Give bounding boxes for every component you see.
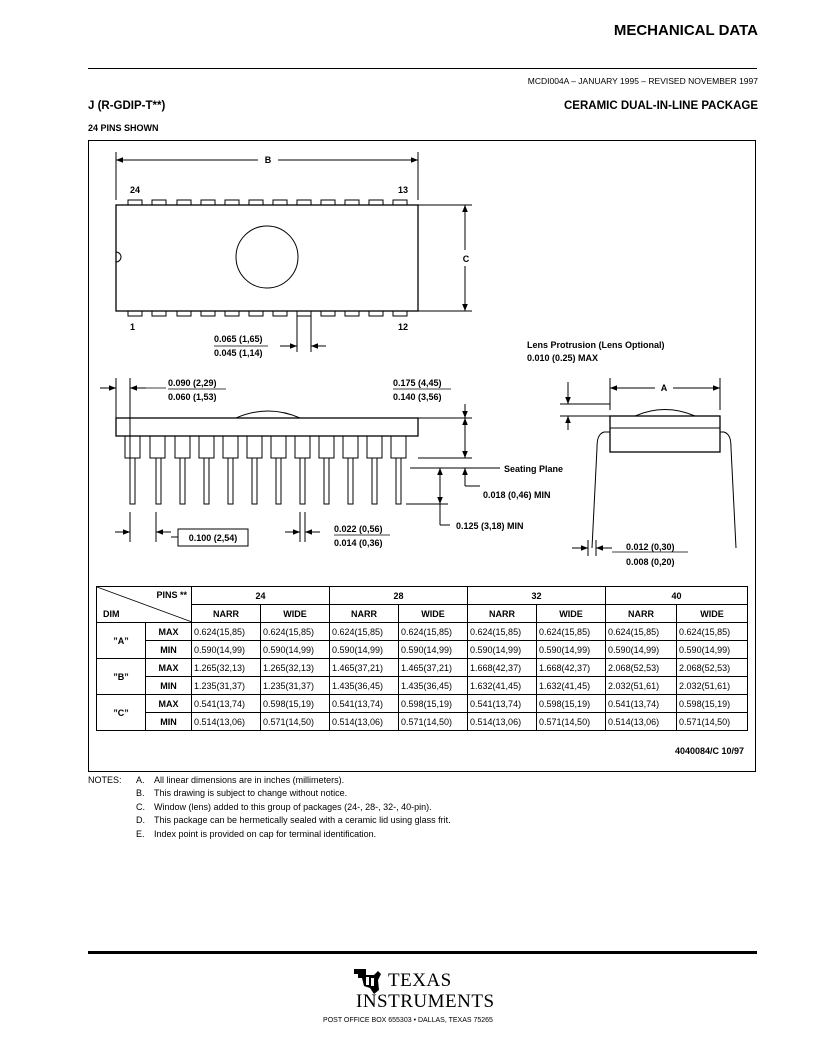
note-letter: B. bbox=[136, 788, 145, 799]
value-cell: 0.598(15,19) bbox=[261, 695, 330, 713]
pin-13-label: 13 bbox=[398, 185, 409, 195]
pitch-label: 0.100 (2,54) bbox=[188, 533, 238, 543]
height-min: 0.140 (3,56) bbox=[393, 392, 442, 402]
notes-heading: NOTES: bbox=[88, 775, 122, 785]
pin-1-label: 1 bbox=[130, 322, 136, 332]
end-width-min: 0.060 (1,53) bbox=[168, 392, 217, 402]
dim-name-cell: ”A” bbox=[97, 623, 146, 659]
limit-cell: MIN bbox=[146, 713, 192, 731]
lead-width-max: 0.022 (0,56) bbox=[334, 524, 383, 534]
package-code: J (R-GDIP-T**) bbox=[88, 100, 166, 112]
note-letter: E. bbox=[136, 828, 145, 839]
page-title: MECHANICAL DATA bbox=[613, 22, 758, 39]
table-corner bbox=[97, 587, 192, 623]
limit-cell: MIN bbox=[146, 641, 192, 659]
value-cell: 0.624(15,85) bbox=[537, 623, 606, 641]
value-cell: 1.668(42,37) bbox=[537, 659, 606, 677]
note-item bbox=[88, 787, 451, 800]
lead-length-label: 0.125 (3,18) MIN bbox=[456, 521, 524, 531]
table-row bbox=[97, 695, 748, 713]
lead-width-min: 0.014 (0,36) bbox=[334, 538, 383, 548]
side-view bbox=[100, 378, 500, 546]
value-cell: 0.590(14,99) bbox=[677, 641, 748, 659]
narrow-header: NARR bbox=[468, 605, 537, 623]
value-cell: 0.624(15,85) bbox=[468, 623, 537, 641]
dim-name-cell: ”C” bbox=[97, 695, 146, 731]
limit-cell: MIN bbox=[146, 677, 192, 695]
end-width-max: 0.090 (2,29) bbox=[168, 378, 217, 388]
value-cell: 0.624(15,85) bbox=[677, 623, 748, 641]
value-cell: 0.590(14,99) bbox=[261, 641, 330, 659]
note-text: All linear dimensions are in inches (millimeters). bbox=[154, 775, 345, 785]
dim-c-label: C bbox=[462, 254, 470, 264]
value-cell: 0.541(13,74) bbox=[192, 695, 261, 713]
value-cell: 0.590(14,99) bbox=[468, 641, 537, 659]
lead-thickness-min: 0.008 (0,20) bbox=[626, 557, 675, 567]
dimensions-table bbox=[96, 586, 748, 731]
wide-header: WIDE bbox=[261, 605, 330, 623]
value-cell: 0.514(13,06) bbox=[330, 713, 399, 731]
lens-value: 0.010 (0.25) MAX bbox=[527, 353, 599, 363]
value-cell: 0.598(15,19) bbox=[677, 695, 748, 713]
value-cell: 0.571(14,50) bbox=[677, 713, 748, 731]
dim-name-cell: ”B” bbox=[97, 659, 146, 695]
value-cell: 2.032(51,61) bbox=[677, 677, 748, 695]
note-item bbox=[88, 828, 451, 841]
pins-shown-label: 24 PINS SHOWN bbox=[88, 123, 159, 133]
wide-header: WIDE bbox=[537, 605, 606, 623]
value-cell: 1.435(36,45) bbox=[399, 677, 468, 695]
value-cell: 2.068(52,53) bbox=[606, 659, 677, 677]
value-cell: 0.541(13,74) bbox=[468, 695, 537, 713]
value-cell: 0.571(14,50) bbox=[261, 713, 330, 731]
value-cell: 0.590(14,99) bbox=[330, 641, 399, 659]
notes-section bbox=[88, 774, 451, 841]
brand-line-2: INSTRUMENTS bbox=[356, 991, 495, 1012]
value-cell: 1.632(41,45) bbox=[468, 677, 537, 695]
value-cell: 1.265(32,13) bbox=[261, 659, 330, 677]
pin-12-label: 12 bbox=[398, 322, 409, 332]
value-cell: 1.235(31,37) bbox=[261, 677, 330, 695]
note-item bbox=[88, 774, 451, 787]
value-cell: 0.514(13,06) bbox=[468, 713, 537, 731]
value-cell: 1.235(31,37) bbox=[192, 677, 261, 695]
note-letter: C. bbox=[136, 801, 145, 812]
limit-cell: MAX bbox=[146, 659, 192, 677]
package-name: CERAMIC DUAL-IN-LINE PACKAGE bbox=[563, 100, 758, 112]
footer-divider bbox=[88, 951, 757, 954]
value-cell: 0.514(13,06) bbox=[192, 713, 261, 731]
note-text: Window (lens) added to this group of packages (24-, 28-, 32-, 40-pin). bbox=[154, 801, 432, 812]
value-cell: 2.068(52,53) bbox=[677, 659, 748, 677]
end-view bbox=[560, 378, 736, 556]
note-text: This package can be hermetically sealed with a ceramic lid using glass frit. bbox=[154, 815, 451, 826]
value-cell: 1.265(32,13) bbox=[192, 659, 261, 677]
note-item bbox=[88, 801, 451, 814]
wide-header: WIDE bbox=[677, 605, 748, 623]
document-id: MCDI004A – JANUARY 1995 – REVISED NOVEMBER 1997 bbox=[527, 76, 758, 86]
standoff-label: 0.018 (0,46) MIN bbox=[483, 490, 551, 500]
value-cell: 0.624(15,85) bbox=[192, 623, 261, 641]
seating-plane-label: Seating Plane bbox=[504, 464, 564, 474]
value-cell: 0.541(13,74) bbox=[606, 695, 677, 713]
value-cell: 1.632(41,45) bbox=[537, 677, 606, 695]
pin-width-min: 0.045 (1,14) bbox=[214, 348, 263, 358]
dim-b-label: B bbox=[264, 155, 272, 165]
value-cell: 0.598(15,19) bbox=[399, 695, 468, 713]
value-cell: 0.590(14,99) bbox=[606, 641, 677, 659]
note-item bbox=[88, 814, 451, 827]
note-text: Index point is provided on cap for terminal identification. bbox=[154, 828, 377, 839]
limit-cell: MAX bbox=[146, 695, 192, 713]
narrow-header: NARR bbox=[330, 605, 399, 623]
value-cell: 1.435(36,45) bbox=[330, 677, 399, 695]
lead-thickness-max: 0.012 (0,30) bbox=[626, 542, 675, 552]
dim-a-label: A bbox=[660, 383, 668, 393]
value-cell: 1.668(42,37) bbox=[468, 659, 537, 677]
footer-address bbox=[0, 1017, 816, 1024]
value-cell: 0.571(14,50) bbox=[399, 713, 468, 731]
table-row bbox=[97, 623, 748, 641]
pin-count-header: 40 bbox=[606, 587, 748, 605]
top-view bbox=[116, 152, 472, 352]
figure-number: 4040084/C 10/97 bbox=[674, 746, 744, 756]
bullet-icon: • bbox=[413, 1017, 418, 1024]
value-cell: 0.541(13,74) bbox=[330, 695, 399, 713]
table-row bbox=[97, 713, 748, 731]
value-cell: 1.465(37,21) bbox=[330, 659, 399, 677]
value-cell: 1.465(37,21) bbox=[399, 659, 468, 677]
value-cell: 0.598(15,19) bbox=[537, 695, 606, 713]
height-max: 0.175 (4,45) bbox=[393, 378, 442, 388]
table-row bbox=[97, 659, 748, 677]
value-cell: 0.624(15,85) bbox=[399, 623, 468, 641]
dim-header: DIM bbox=[103, 609, 120, 619]
value-cell: 2.032(51,61) bbox=[606, 677, 677, 695]
narrow-header: NARR bbox=[606, 605, 677, 623]
value-cell: 0.571(14,50) bbox=[537, 713, 606, 731]
value-cell: 0.624(15,85) bbox=[330, 623, 399, 641]
value-cell: 0.624(15,85) bbox=[606, 623, 677, 641]
note-text: This drawing is subject to change without notice. bbox=[154, 788, 348, 799]
pins-header: PINS ** bbox=[156, 590, 187, 600]
brand-line-1: TEXAS bbox=[388, 970, 452, 991]
value-cell: 0.590(14,99) bbox=[537, 641, 606, 659]
address-city: DALLAS, TEXAS 75265 bbox=[417, 1017, 493, 1024]
narrow-header: NARR bbox=[192, 605, 261, 623]
table-row bbox=[97, 641, 748, 659]
pin-count-header: 32 bbox=[468, 587, 606, 605]
pin-count-header: 24 bbox=[192, 587, 330, 605]
limit-cell: MAX bbox=[146, 623, 192, 641]
pin-width-max: 0.065 (1,65) bbox=[214, 334, 263, 344]
lens-title: Lens Protrusion (Lens Optional) bbox=[527, 340, 665, 350]
note-letter: A. bbox=[136, 775, 145, 785]
value-cell: 0.624(15,85) bbox=[261, 623, 330, 641]
value-cell: 0.514(13,06) bbox=[606, 713, 677, 731]
note-letter: D. bbox=[136, 815, 145, 826]
wide-header: WIDE bbox=[399, 605, 468, 623]
address-po-box: POST OFFICE BOX 655303 bbox=[323, 1017, 412, 1024]
value-cell: 0.590(14,99) bbox=[399, 641, 468, 659]
pin-count-header: 28 bbox=[330, 587, 468, 605]
value-cell: 0.590(14,99) bbox=[192, 641, 261, 659]
table-row bbox=[97, 677, 748, 695]
pin-24-label: 24 bbox=[130, 185, 141, 195]
